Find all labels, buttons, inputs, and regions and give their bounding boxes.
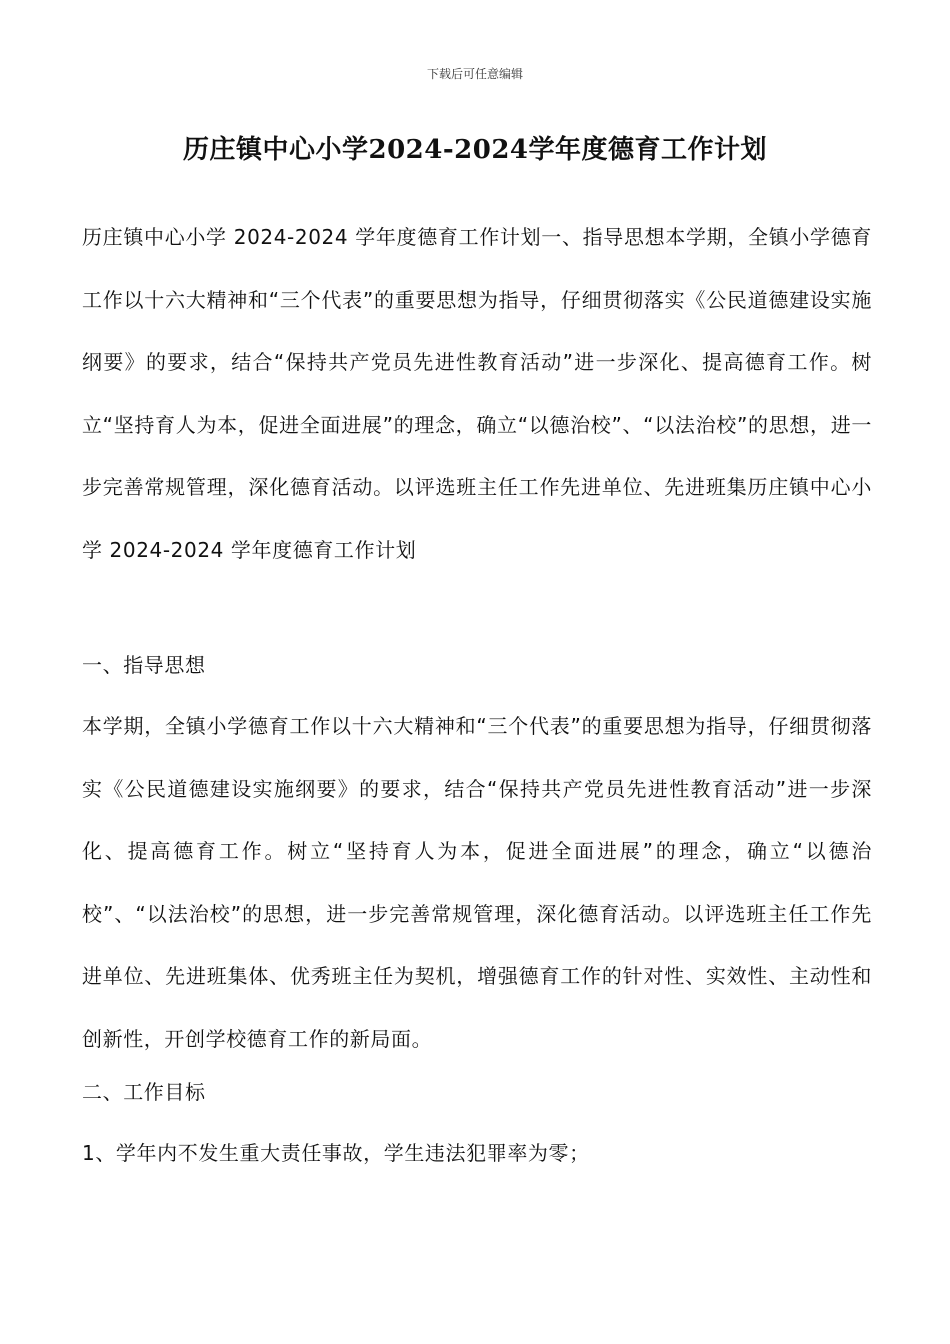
- section-heading-work-goals: 二、工作目标: [82, 1080, 206, 1104]
- document-title: 历庄镇中心小学2024-2024学年度德育工作计划: [182, 135, 768, 165]
- section-heading-guiding-thought: 一、指导思想: [82, 653, 206, 677]
- header-note: 下载后可任意编辑: [426, 67, 523, 81]
- list-item: 1、学年内不发生重大责任事故，学生违法犯罪率为零；: [82, 1141, 590, 1165]
- section-paragraph-guiding-thought: 本学期，全镇小学德育工作以十六大精神和“三个代表”的重要思想为指导，仔细贯彻落实《公民道德建设实施纲要》的要求，结合“保持共产党员先进性教育活动”进一步深化、提高德育工作。树立“坚持育人为本，促进全面进展”的理念，确立“以德治校”、“以法治校”的思想，进一步完善常规管理，深化德育活动。以评选班主任工作先进单位、先进班集体、优秀班主任为契机，增强德育工作的针对性、实效性、主动性和创新性，开创学校德育工作的新局面。: [82, 714, 872, 1051]
- intro-paragraph: 历庄镇中心小学 2024-2024 学年度德育工作计划一、指导思想本学期，全镇小学德育工作以十六大精神和“三个代表”的重要思想为指导，仔细贯彻落实《公民道德建设实施纲要》的要求，结合“保持共产党员先进性教育活动”进一步深化、提高德育工作。树立“坚持育人为本，促进全面进展”的理念，确立“以德治校”、“以法治校”的思想，进一步完善常规管理，深化德育活动。以评选班主任工作先进单位、先进班集历庄镇中心小学 2024-2024 学年度德育工作计划: [82, 225, 872, 562]
